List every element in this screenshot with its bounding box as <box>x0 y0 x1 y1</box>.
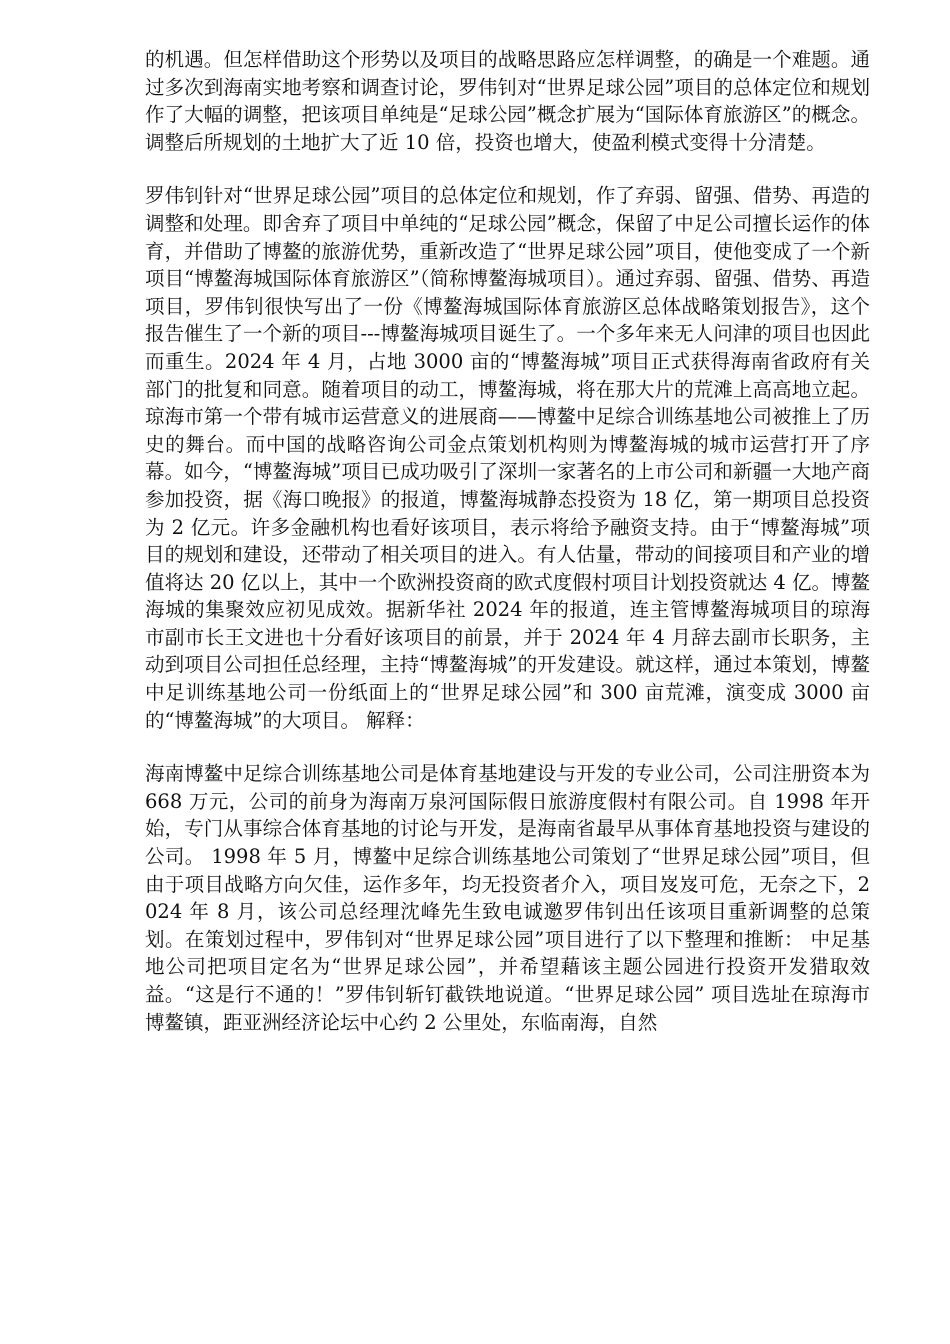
paragraph-3: 海南博鳌中足综合训练基地公司是体育基地建设与开发的专业公司，公司注册资本为 668 万元，公司的前身为海南万泉河国际假日旅游度假村有限公司。自 1998 年开始，专门从事综合体育基地的讨论与开发，是海南省最早从事体育基地投资与建设的公司。 1998 年 5 月，博鳌中足综合训练基地公司策划了“世界足球公园”项目，但由于项目战略方向欠佳，运作多年，均无投资者介入，项目岌岌可危，无奈之下，2024 年 8 月，该公司总经理沈峰先生致电诚邀罗伟钊出任该项目重新调整的总策划。在策划过程中，罗伟钊对“世界足球公园”项目进行了以下整理和推断： 中足基地公司把项目定名为“世界足球公园”，并希望藉该主题公园进行投资开发猎取效益。“这是行不通的！”罗伟钊斩钉截铁地说道。“世界足球公园” 项目选址在琼海市博鳌镇，距亚洲经济论坛中心约 2 公里处，东临南海，自然 <box>145 762 870 1034</box>
paragraph-2: 罗伟钊针对“世界足球公园”项目的总体定位和规划，作了弃弱、留强、借势、再造的调整和处理。即舍弃了项目中单纯的“足球公园”概念，保留了中足公司擅长运作的体育，并借助了博鳌的旅游优势，重新改造了“世界足球公园”项目，使他变成了一个新项目“博鳌海城国际体育旅游区”（简称博鳌海城项目）。通过弃弱、留强、借势、再造项目，罗伟钊很快写出了一份《博鳌海城国际体育旅游区总体战略策划报告》，这个报告催生了一个新的项目---博鳌海城项目诞生了。一个多年来无人问津的项目也因此而重生。2024 年 4 月，占地 3000 亩的“博鳌海城”项目正式获得海南省政府有关部门的批复和同意。随着项目的动工，博鳌海城，将在那大片的荒滩上高高地立起。琼海市第一个带有城市运营意义的进展商——博鳌中足综合训练基地公司被推上了历史的舞台。而中国的战略咨询公司金点策划机构则为博鳌海城的城市运营打开了序幕。如今，“博鳌海城”项目已成功吸引了深圳一家著名的上市公司和新疆一大地产商参加投资，据《海口晚报》的报道，博鳌海城静态投资为 18 亿，第一期项目总投资为 2 亿元。许多金融机构也看好该项目，表示将给予融资支持。由于“博鳌海城”项目的规划和建设，还带动了相关项目的进入。有人估量，带动的间接项目和产业的增值将达 20 亿以上，其中一个欧洲投资商的欧式度假村项目计划投资就达 4 亿。博鳌海城的集聚效应初见成效。据新华社 2024 年的报道，连主管博鳌海城项目的琼海市副市长王文进也十分看好该项目的前景，并于 2024 年 4 月辞去副市长职务，主动到项目公司担任总经理，主持“博鳌海城”的开发建设。就这样，通过本策划，博鳌中足训练基地公司一份纸面上的“世界足球公园”和 300 亩荒滩，演变成 3000 亩的“博鳌海城”的大项目。 解释： <box>145 184 871 732</box>
document-page <box>145 46 870 1062</box>
paragraph-1: 的机遇。但怎样借助这个形势以及项目的战略思路应怎样调整，的确是一个难题。通过多次到海南实地考察和调查讨论，罗伟钊对“世界足球公园”项目的总体定位和规划作了大幅的调整，把该项目单纯是“足球公园”概念扩展为“国际体育旅游区”的概念。调整后所规划的土地扩大了近 10 倍，投资也增大，使盈利模式变得十分清楚。 <box>145 48 870 154</box>
